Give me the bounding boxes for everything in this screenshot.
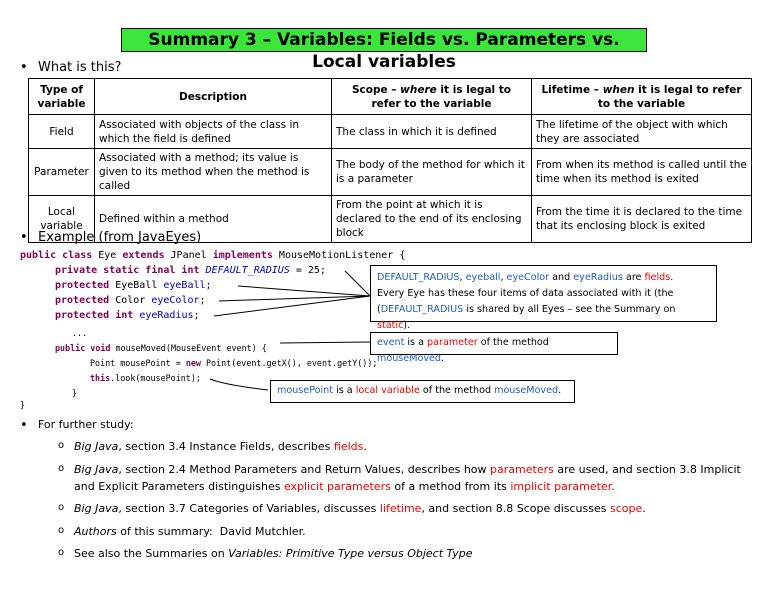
code-line-look: this.look(mousePoint);: [90, 373, 201, 383]
cell-lifetime: From the time it is declared to the time that its enclosing block is exited: [532, 196, 752, 243]
study-item: Big Java, section 3.7 Categories of Variables, discusses lifetime, and section 8.8 Scope discusses scope.: [74, 502, 646, 515]
header-scope: Scope – where it is legal to refer to the variable: [332, 79, 532, 115]
callout-fields-line1: DEFAULT_RADIUS, eyeball, eyeColor and eyeRadius are fields.: [377, 272, 674, 283]
bullet-dot: •: [20, 60, 28, 75]
arrow-line: [238, 286, 370, 296]
cell-type: Local variable: [29, 196, 95, 243]
callout-fields-line3: (DEFAULT_RADIUS is shared by all Eyes – see the Summary on static).: [377, 304, 676, 331]
bullet-dot: •: [20, 418, 28, 433]
cell-scope: The body of the method for which it is a parameter: [332, 149, 532, 196]
arrow-line: [210, 379, 268, 390]
code-line-mousepoint: Point mousePoint = new Point(event.getX(), event.getY());: [90, 358, 378, 368]
what-is-this-label: What is this?: [38, 60, 122, 75]
code-line-class-decl: public class Eye extends JPanel implements MouseMotionListener {: [20, 250, 406, 261]
further-study-heading: For further study:: [38, 418, 134, 431]
cell-description: Associated with a method; its value is given to its method when the method is called: [95, 149, 332, 196]
code-line-default-radius: private static final int DEFAULT_RADIUS = 25;: [55, 265, 326, 276]
circle-bullet: o: [58, 502, 65, 513]
callout-parameter: event is a parameter of the method mouseMoved.: [370, 332, 618, 355]
circle-bullet: o: [58, 525, 65, 536]
study-item: See also the Summaries on Variables: Primitive Type versus Object Type: [74, 547, 473, 560]
cell-lifetime: From when its method is called until the time when its method is exited: [532, 149, 752, 196]
code-line-eyecolor: protected Color eyeColor;: [55, 295, 206, 306]
circle-bullet: o: [58, 440, 65, 451]
study-item-continued: and Explicit Parameters distinguishes explicit parameters of a method from its implicit parameter.: [74, 480, 615, 493]
bullet-dot: •: [20, 230, 28, 245]
callout-fields-line2: Every Eye has these four items of data associated with it (the: [377, 288, 674, 299]
circle-bullet: o: [58, 463, 65, 474]
callout-local: mousePoint is a local variable of the method mouseMoved.: [270, 380, 575, 403]
arrow-line: [280, 342, 370, 343]
header-lifetime: Lifetime – when it is legal to refer to the variable: [532, 79, 752, 115]
cell-scope: From the point at which it is declared to the end of its enclosing block: [332, 196, 532, 243]
cell-type: Field: [29, 115, 95, 149]
study-item: Big Java, section 3.4 Instance Fields, describes fields.: [74, 440, 367, 453]
cell-scope: The class in which it is defined: [332, 115, 532, 149]
arrow-line: [345, 271, 370, 296]
cell-description: Defined within a method: [95, 196, 332, 243]
study-item: Authors of this summary: David Mutchler.: [74, 525, 306, 538]
page-title: Summary 3 – Variables: Fields vs. Parameters vs. Local variables: [121, 28, 647, 52]
code-line-eyeball: protected EyeBall eyeBall;: [55, 280, 212, 291]
code-line-mousemoved: public void mouseMoved(MouseEvent event) {: [55, 343, 267, 353]
code-close-method: }: [72, 388, 78, 398]
study-item: Big Java, section 2.4 Method Parameters and Return Values, describes how parameters are used, and section 3.8 Implicit: [74, 463, 741, 476]
header-description: Description: [95, 79, 332, 115]
callout-fields: [370, 265, 717, 331]
code-close-class: }: [20, 400, 26, 410]
example-heading: Example (from JavaEyes): [38, 230, 202, 245]
code-ellipsis: ...: [72, 328, 88, 338]
header-type: Type of variable: [29, 79, 95, 115]
cell-type: Parameter: [29, 149, 95, 196]
cell-description: Associated with objects of the class in which the field is defined: [95, 115, 332, 149]
code-line-eyeradius: protected int eyeRadius;: [55, 310, 200, 321]
circle-bullet: o: [58, 547, 65, 558]
cell-lifetime: The lifetime of the object with which they are associated: [532, 115, 752, 149]
